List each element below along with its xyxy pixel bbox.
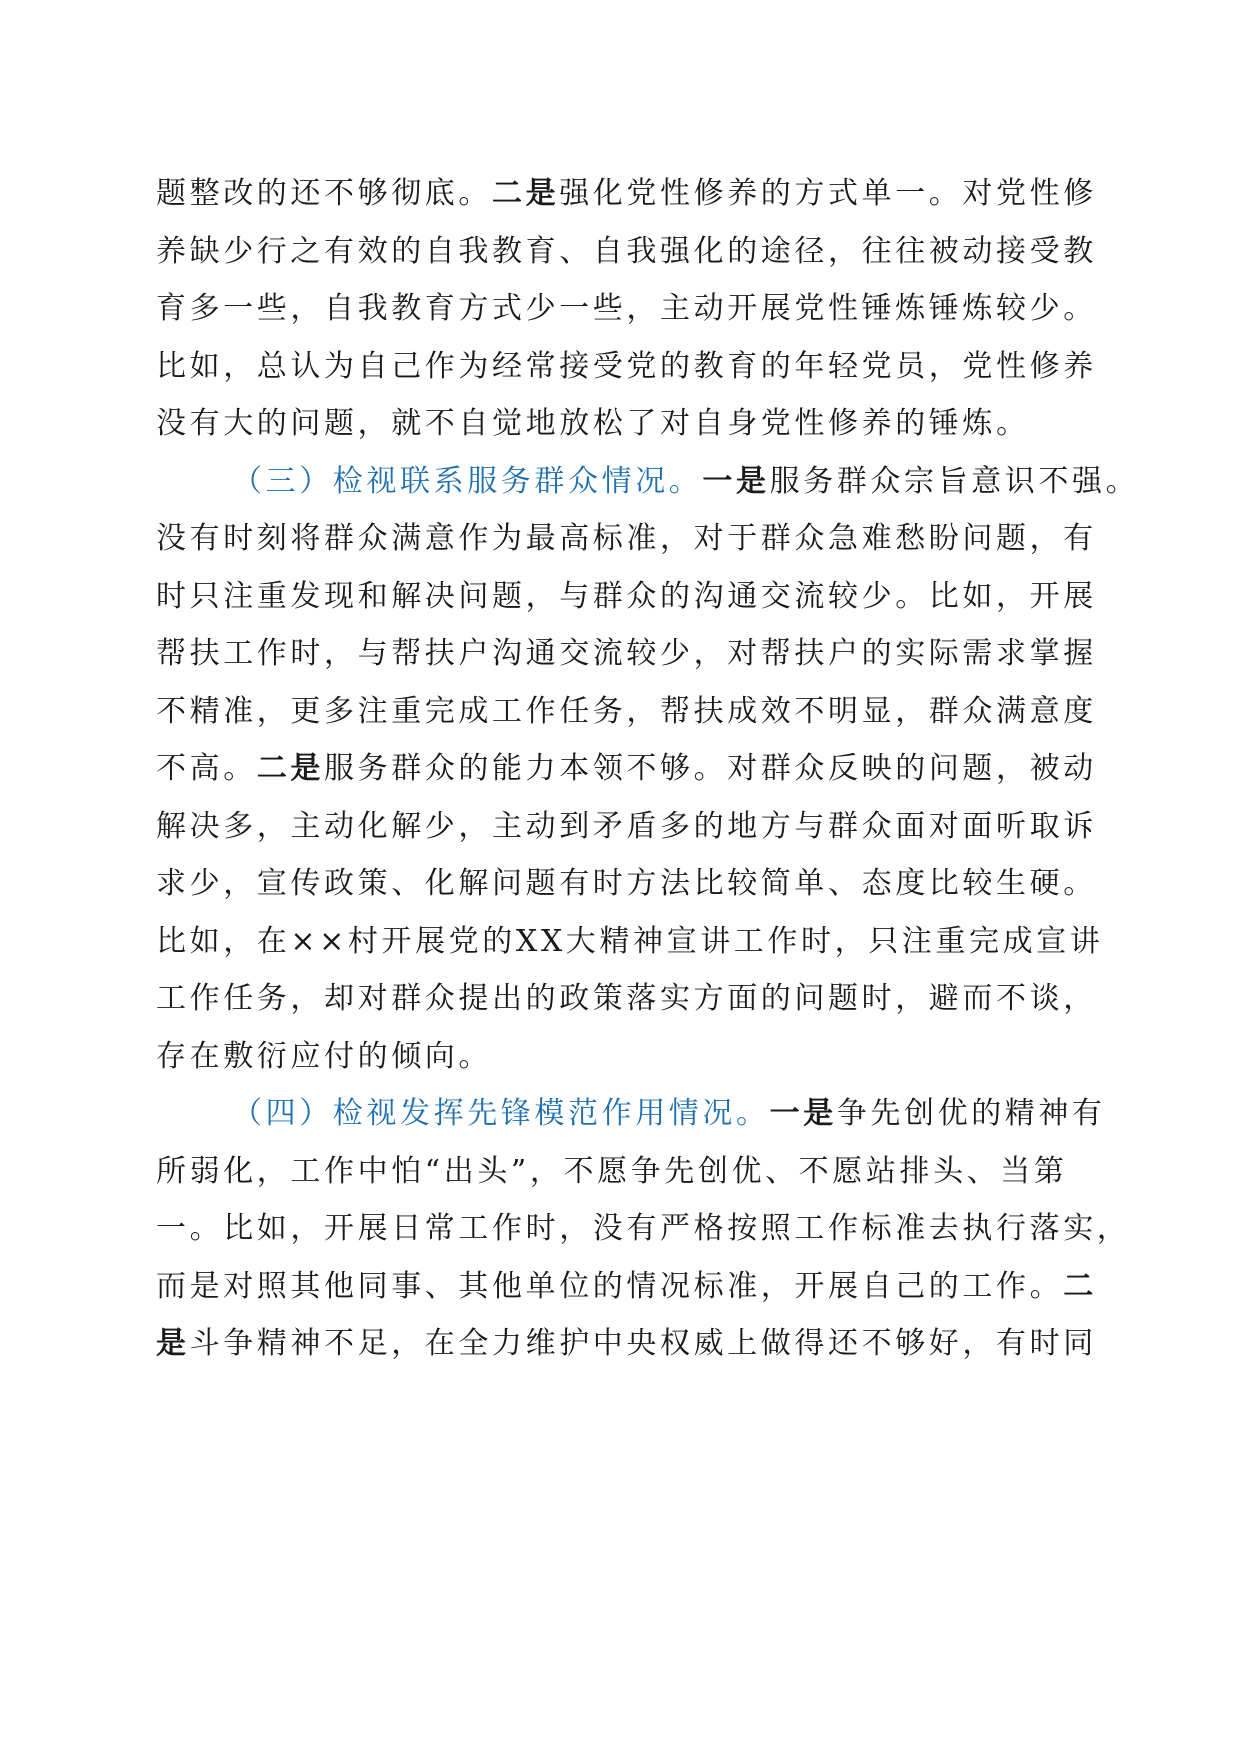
emphasis-text: 二是 [492,176,560,211]
paragraph-text: 题整改的还不够彻底。 [156,176,492,211]
text-line [156,1027,1086,1087]
text-line [156,337,1097,397]
paragraph-text: 育多一些，自我教育方式少一些，主动开展党性锤炼锤炼较少。 [156,291,1097,326]
text-line [156,854,1097,914]
text-line [156,394,1086,454]
text-line [156,912,1104,972]
paragraph-text: 工作任务，却对群众提出的政策落实方面的问题时，避而不谈， [156,981,1097,1016]
paragraph-text: 而是对照其他同事、其他单位的情况标准，开展自己的工作。 [156,1268,1064,1304]
text-line [156,797,1097,857]
paragraph-text: 比如，在××村开展党的XX大精神宣讲工作时，只注重完成宣讲 [156,923,1104,959]
paragraph-text: 不精准，更多注重完成工作任务，帮扶成效不明显，群众满意度 [156,693,1097,729]
paragraph-text: 比如，总认为自己作为经常接受党的教育的年轻党员，党性修养 [156,348,1097,384]
paragraph-text: 解决多，主动化解少，主动到矛盾多的地方与群众面对面听取诉 [156,808,1097,844]
text-line [156,452,1140,512]
paragraph-text: 不高。 [156,751,257,786]
text-line [156,164,1097,224]
paragraph-text: 帮扶工作时，与帮扶户沟通交流较少，对帮扶户的实际需求掌握 [156,636,1097,671]
emphasis-text: 一是 [769,1096,837,1131]
section-heading: （三）检视联系服务群众情况。 [232,463,703,499]
text-line [156,1314,1097,1374]
text-line [156,222,1097,282]
text-line [156,624,1097,684]
paragraph-text: 存在敷衍应付的倾向。 [156,1038,492,1074]
emphasis-text: 二是 [256,751,325,786]
emphasis-text: 一是 [702,463,770,499]
text-line [156,969,1097,1029]
text-line [156,567,1097,627]
text-line [156,509,1097,569]
paragraph-text: 服务群众的能力本领不够。对群众反映的问题，被动 [324,751,1097,786]
paragraph-text: 没有大的问题，就不自觉地放松了对自身党性修养的锤炼。 [156,406,1030,441]
section-heading: （四）检视发挥先锋模范作用情况。 [232,1096,770,1131]
paragraph-text: 一。比如，开展日常工作时，没有严格按照工作标准去执行落实， [156,1211,1131,1246]
text-line [156,1084,1106,1144]
paragraph-text: 求少，宣传政策、化解问题有时方法比较简单、态度比较生硬。 [156,866,1097,901]
emphasis-text: 是 [156,1326,190,1361]
text-line [156,1199,1131,1259]
text-line [156,682,1097,742]
text-line [156,739,1097,799]
text-line [156,279,1097,339]
paragraph-text: 斗争精神不足，在全力维护中央权威上做得还不够好，有时同 [189,1326,1097,1361]
paragraph-text: 时只注重发现和解决问题，与群众的沟通交流较少。比如，开展 [156,578,1097,614]
paragraph-text: 养缺少行之有效的自我教育、自我强化的途径，往往被动接受教 [156,233,1097,269]
text-line [156,1142,1086,1202]
paragraph-text: 服务群众宗旨意识不强。 [769,463,1140,499]
paragraph-text: 没有时刻将群众满意作为最高标准，对于群众急难愁盼问题，有 [156,521,1097,556]
paragraph-text: 争先创优的精神有 [836,1096,1106,1131]
paragraph-text: 所弱化，工作中怕“出头”，不愿争先创优、不愿站排头、当第 [156,1153,1068,1189]
emphasis-text: 二 [1063,1268,1097,1304]
paragraph-text: 强化党性修养的方式单一。对党性修 [559,176,1097,211]
text-line [156,1257,1097,1317]
